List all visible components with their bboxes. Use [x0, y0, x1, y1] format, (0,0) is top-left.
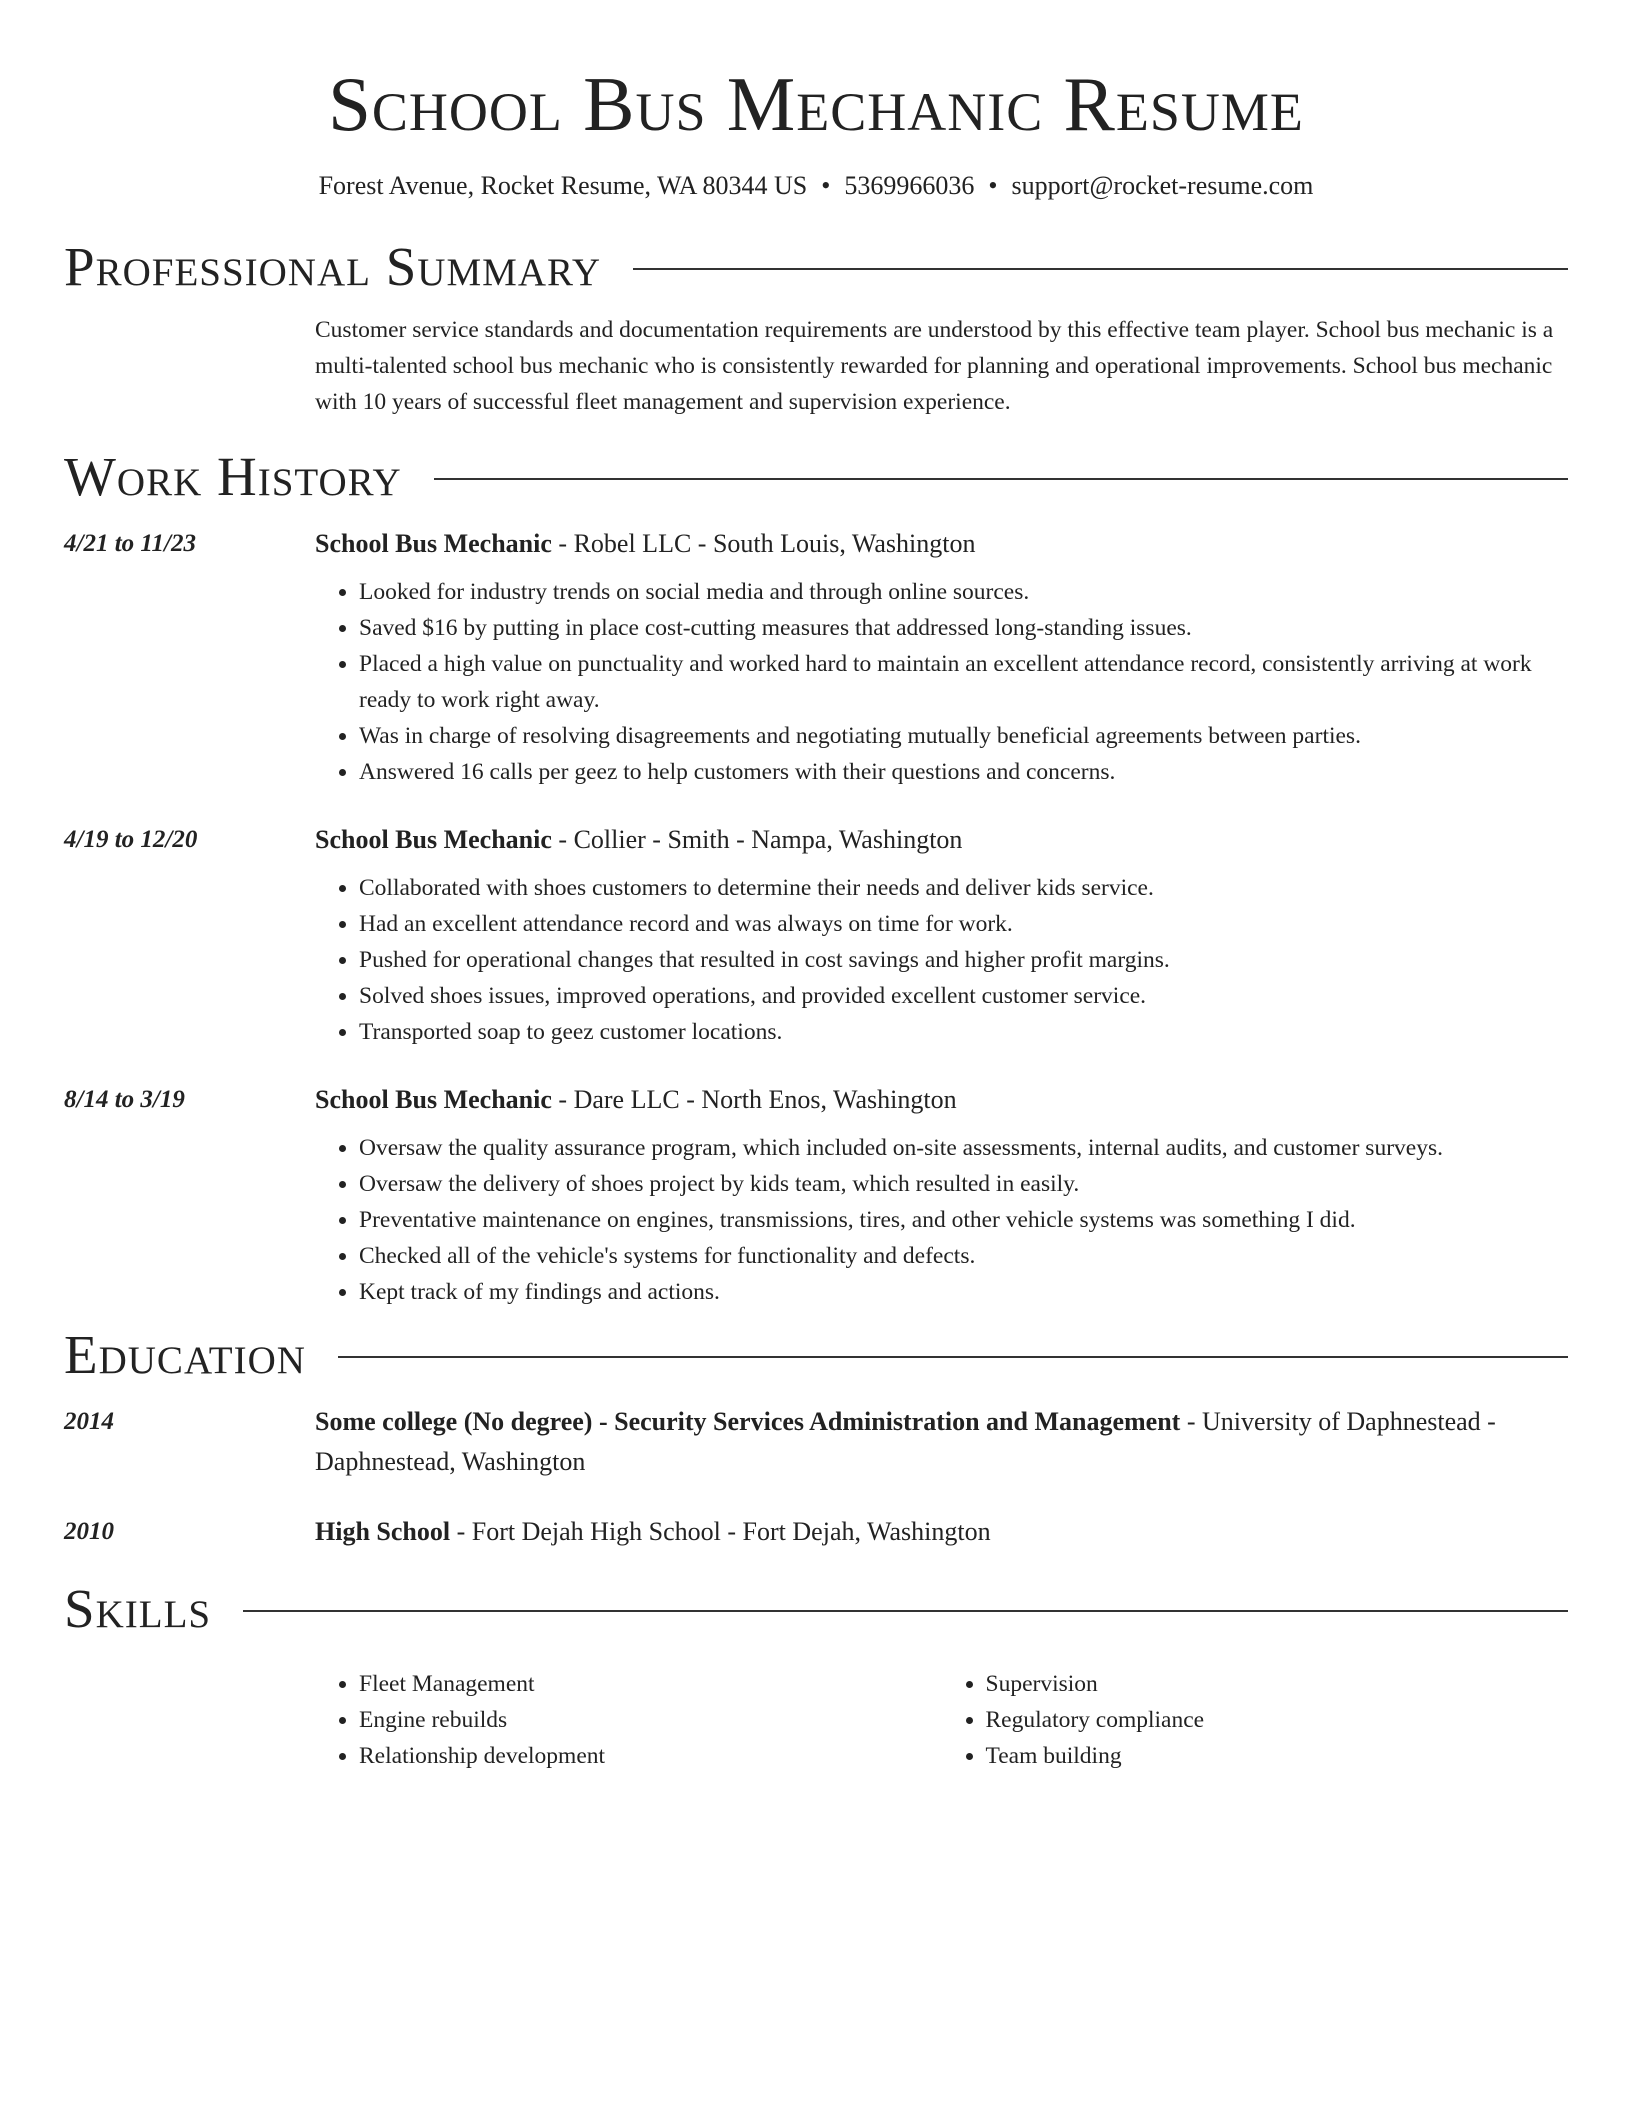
job-bullet: • Kept track of my findings and actions. [359, 1274, 1568, 1310]
education-details [315, 1512, 1568, 1552]
summary-header [64, 232, 1568, 302]
job-bullet: • Oversaw the quality assurance program, which included on-site assessments, internal audits, and customer surveys. [359, 1130, 1568, 1166]
education-school: - University of Daphnestead - Daphnestead, Washington [315, 1407, 1496, 1476]
skills-column-left [315, 1666, 942, 1774]
contact-phone: 5369966036 [844, 171, 975, 200]
job-bullets [315, 1130, 1568, 1310]
education-school: - Fort Dejah High School - Fort Dejah, Washington [450, 1517, 991, 1546]
job-bullets [315, 870, 1568, 1050]
job-employer: - Collier - Smith - Nampa, Washington [551, 825, 963, 854]
work-history-section [64, 442, 1568, 1310]
education-header [64, 1320, 1568, 1390]
job-bullet: • Answered 16 calls per geez to help customers with their questions and concerns. [359, 754, 1568, 790]
job-bullet: • Pushed for operational changes that resulted in cost savings and higher profit margins. [359, 942, 1568, 978]
section-divider [633, 268, 1568, 270]
education-entry [64, 1512, 1568, 1552]
job-title: School Bus Mechanic [315, 1085, 552, 1114]
education-degree: High School [315, 1517, 451, 1546]
contact-line [64, 170, 1568, 202]
education-details [315, 1402, 1568, 1482]
education-year: 2010 [64, 1518, 114, 1545]
summary-text: Customer service standards and documentation requirements are understood by this effective team player. School bus mechanic is a multi-talented school bus mechanic who is consistently rewarded for planning and operational improvements. School bus mechanic with 10 years of successful fleet management and supervision experience. [315, 317, 1554, 415]
education-year: 2014 [64, 1408, 114, 1435]
contact-address: Forest Avenue, Rocket Resume, WA 80344 US [318, 171, 808, 200]
job-bullets [315, 574, 1568, 790]
education-entry [64, 1402, 1568, 1482]
job-bullet: • Saved $16 by putting in place cost-cutting measures that addressed long-standing issues. [359, 610, 1568, 646]
skill-item: • Engine rebuilds [359, 1702, 942, 1738]
job-heading [315, 820, 1568, 860]
job-bullet: • Had an excellent attendance record and was always on time for work. [359, 906, 1568, 942]
section-divider [434, 478, 1568, 480]
job-heading [315, 524, 1568, 564]
job-dates: 4/21 to 11/23 [64, 530, 196, 557]
section-divider [243, 1610, 1568, 1612]
job-bullet: • Preventative maintenance on engines, transmissions, tires, and other vehicle systems was something I did. [359, 1202, 1568, 1238]
skill-item: • Fleet Management [359, 1666, 942, 1702]
contact-email: support@rocket-resume.com [1011, 171, 1314, 200]
job-title: School Bus Mechanic [315, 825, 552, 854]
job-employer: - Robel LLC - South Louis, Washington [551, 529, 976, 558]
education-heading: Education [64, 1324, 306, 1385]
skill-item: • Regulatory compliance [986, 1702, 1569, 1738]
job-dates: 4/19 to 12/20 [64, 826, 198, 853]
summary-heading: Professional Summary [64, 236, 602, 297]
job-bullet: • Transported soap to geez customer locations. [359, 1014, 1568, 1050]
skills-header [64, 1574, 1568, 1644]
work-history-header [64, 442, 1568, 512]
skills-heading: Skills [64, 1578, 212, 1639]
job-entry [64, 524, 1568, 790]
summary-section [64, 232, 1568, 420]
job-bullet: • Oversaw the delivery of shoes project by kids team, which resulted in easily. [359, 1166, 1568, 1202]
job-bullet: • Checked all of the vehicle's systems for functionality and defects. [359, 1238, 1568, 1274]
job-bullet: • Placed a high value on punctuality and worked hard to maintain an excellent attendance record, consistently arriving at work ready to work right away. [359, 646, 1568, 718]
skill-item: • Team building [986, 1738, 1569, 1774]
job-title: School Bus Mechanic [315, 529, 552, 558]
job-bullet: • Solved shoes issues, improved operations, and provided excellent customer service. [359, 978, 1568, 1014]
job-dates: 8/14 to 3/19 [64, 1086, 185, 1113]
skill-item: • Supervision [986, 1666, 1569, 1702]
job-entry [64, 820, 1568, 1050]
job-bullet: • Was in charge of resolving disagreements and negotiating mutually beneficial agreements between parties. [359, 718, 1568, 754]
job-bullet: • Collaborated with shoes customers to determine their needs and deliver kids service. [359, 870, 1568, 906]
education-degree: Some college (No degree) - Security Services Administration and Management [315, 1407, 1181, 1436]
job-heading [315, 1080, 1568, 1120]
section-divider [338, 1356, 1568, 1358]
resume-title: School Bus Mechanic Resume [328, 61, 1304, 147]
skills-section [64, 1574, 1568, 1774]
skills-column-right [942, 1666, 1569, 1774]
education-section [64, 1320, 1568, 1552]
skill-item: • Relationship development [359, 1738, 942, 1774]
job-employer: - Dare LLC - North Enos, Washington [551, 1085, 957, 1114]
job-bullet: • Looked for industry trends on social media and through online sources. [359, 574, 1568, 610]
work-history-heading: Work History [64, 446, 402, 507]
contact-separator: • [821, 171, 831, 200]
job-entry [64, 1080, 1568, 1310]
contact-separator: • [988, 171, 998, 200]
skills-grid [315, 1666, 1568, 1774]
